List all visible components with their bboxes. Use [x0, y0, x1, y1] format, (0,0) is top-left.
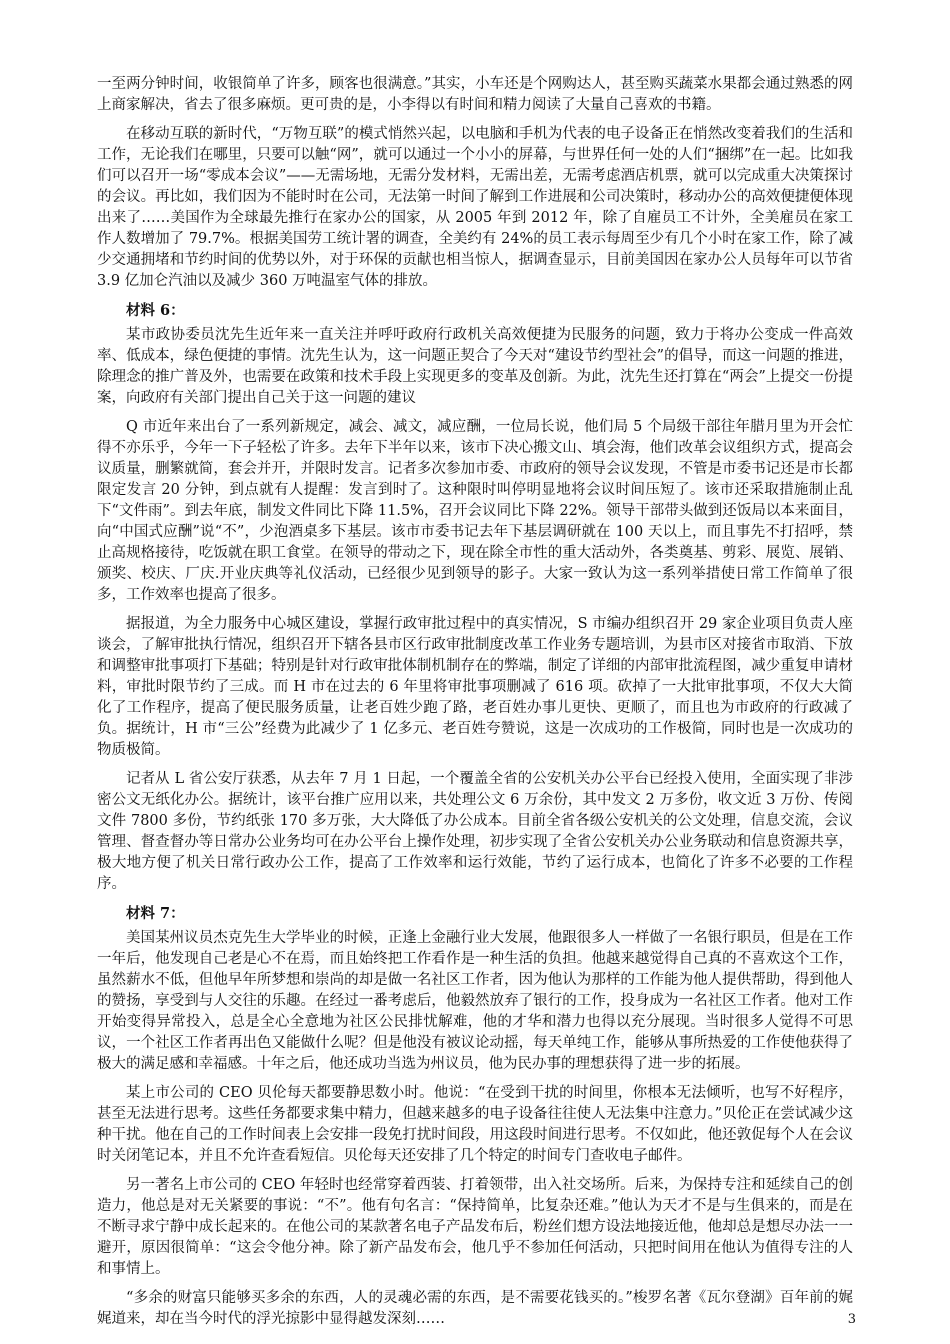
- paragraph-q-city: Q 市近年来出台了一系列新规定，减会、减文，减应酬，一位局长说，他们局 5 个局级干部往年腊月里为开会忙得不亦乐乎，今年一下子轻松了许多。去年下半年以来，该市下决心搬文山、填会海，他们改革会议组织方式，提高会议质量，删繁就简，套会并开，并限时发言。记者多次参加市委、市政府的领导会议发现，不管是市委书记还是市长都限定发言 20 分钟，到点就有人提醒：发言到时了。这种限时叫停明显地将会议时间压短了。该市还采取措施制止乱下“文件雨”。到去年底，制发文件同比下降 11.5%，召开会议同比下降 22%。领导干部带头做到还饭局以本来面目，向“中国式应酬”说“不”，少泡酒桌多下基层。该市市委书记去年下基层调研就在 100 天以上，而且事先不打招呼，禁止高规格接待，吃饭就在职工食堂。在领导的带动之下，现在除全市性的重大活动外，各类奠基、剪彩、展览、展销、颁奖、校庆、厂庆.开业庆典等礼仪活动，已经很少见到领导的影子。大家一致认为这一系列举措使日常工作简单了很多，工作效率也提高了很多。: [97, 419, 853, 603]
- paragraph-s-city-approval: 据报道，为全力服务中心城区建设，掌握行政审批过程中的真实情况，S 市编办组织召开 29 家企业项目负责人座谈会，了解审批执行情况，组织召开下辖各县市区行政审批制度改革工作业务专题培训，为县市区对接省市取消、下放和调整审批事项打下基础；特别是针对行政审批体制机制存在的弊端，制定了详细的内部审批流程图，减少重复申请材料，审批时限节约了三成。而 H 市在过去的 6 年里将审批事项删减了 616 项。砍掉了一大批审批事项，不仅大大简化了工作程序，提高了便民服务质量，让老百姓少跑了路，老百姓办事儿更快、更顺了，而且也为市政府的行政减了负。据统计，H 市“三公”经费为此减少了 1 亿多元、老百姓夸赞说，这是一次成功的工作极简，同时也是一次成功的物质极简。: [97, 616, 853, 758]
- material-7-heading: 材料 7：: [126, 905, 185, 922]
- page-number: 3: [847, 1312, 856, 1327]
- paragraph-l-province-police: 记者从 L 省公安厅获悉，从去年 7 月 1 日起，一个覆盖全省的公安机关办公平台已经投入使用，全面实现了非涉密公文无纸化办公。据统计，该平台推广应用以来，共处理公文 6 万余份，其中发文 2 万多份，收文近 3 万份、传阅文件 7800 多份，节约纸张 170 多万张，大大降低了办公成本。目前全省各级公安机关的公文处理，信息交流，会议管理、督查督办等日常办公业务均可在办公平台上操作处理，初步实现了全省公安机关办公业务联动和信息资源共享，极大地方便了机关日常行政办公工作，提高了工作效率和运行效能，节约了运行成本，也简化了许多不必要的工作程序。: [97, 771, 853, 892]
- paragraph-another-ceo: 另一著名上市公司的 CEO 年轻时也经常穿着西装、打着领带，出入社交场所。后来，为保持专注和延续自己的创造力，他总是对无关紧要的事说：“不”。他有句名言：“保持简单，比复杂还难。”他认为天才不是与生俱来的，而是在不断寻求宁静中成长起来的。在他公司的某款著名电子产品发布后，粉丝们想方设法地接近他，他却总是想尽办法一一避开，原因很简单：“这会令他分神。除了新产品发布会，他几乎不参加任何活动，只把时间用在他认为值得专注的人和事情上。: [97, 1177, 853, 1277]
- paragraph-mobile-internet: 在移动互联的新时代，“万物互联”的模式悄然兴起，以电脑和手机为代表的电子设备正在悄然改变着我们的生活和工作，无论我们在哪里，只要可以触“网”，就可以通过一个小小的屏幕，与世界任何一处的人们“捆绑”在一起。比如我们可以召开一场“零成本会议”——无需场地，无需分发材料，无需出差，无需考虑酒店机票，就可以完成重大决策探讨的会议。再比如，我们因为不能时时在公司，无法第一时间了解到工作进展和公司决策时，移动办公的高效便捷便体现出来了……美国作为全球最先推行在家办公的国家，从 2005 年到 2012 年，除了自雇员工不计外，全美雇员在家工作人数增加了 79.7%。根据美国劳工统计署的调查，全美约有 24%的员工表示每周至少有几个小时在家工作，除了减少交通拥堵和节约时间的优势以外，对于环保的贡献也相当惊人，据调查显示，目前美国因在家办公人员每年可以节省 3.9 亿加仑汽油以及减少 360 万吨温室气体的排放。: [97, 126, 853, 289]
- material-6-heading: 材料 6：: [126, 302, 185, 319]
- paragraph-continuation: 一至两分钟时间，收银简单了许多，顾客也很满意。”其实，小车还是个网购达人，甚至购买蔬菜水果都会通过熟悉的网上商家解决，省去了很多麻烦。更可贵的是，小李得以有时间和精力阅读了大量自己喜欢的书籍。: [97, 76, 853, 113]
- paragraph-ceo-belun: 某上市公司的 CEO 贝伦每天都要静思数小时。他说：“在受到干扰的时间里，你根本无法倾听，也写不好程序，甚至无法进行思考。这些任务都要求集中精力，但越来越多的电子设备往往使人无法集中注意力。”贝伦正在尝试减少这种干扰。他在自己的工作时间表上会安排一段免打扰时间段，用这段时间进行思考。不仅如此，他还敦促每个人在会议时关闭笔记本，并且不允许查看短信。贝伦每天还安排了几个特定的时间专门查收电子邮件。: [97, 1085, 853, 1164]
- document-body: [97, 74, 853, 1338]
- paragraph-thoreau-quote: “多余的财富只能够买多余的东西，人的灵魂必需的东西，是不需要花钱买的。”梭罗名著《瓦尔登湖》百年前的娓娓道来，却在当今时代的浮光掠影中显得越发深刻……: [97, 1290, 853, 1327]
- paragraph-shen-proposal: 某市政协委员沈先生近年来一直关注并呼吁政府行政机关高效便捷为民服务的问题，致力于将办公变成一件高效率、低成本，绿色便捷的事情。沈先生认为，这一问题正契合了今天对“建设节约型社会”的倡导，而这一问题的推进，除理念的推广普及外，也需要在政策和技术手段上实现更多的变革及创新。为此，沈先生还打算在“两会”上提交一份提案，向政府有关部门提出自己关于这一问题的建议: [97, 327, 853, 406]
- paragraph-jack-senator: 美国某州议员杰克先生大学毕业的时候，正逢上金融行业大发展，他跟很多人一样做了一名银行职员，但是在工作一年后，他发现自己老是心不在焉，而且始终把工作看作是一种生活的负担。他越来越觉得自己真的不喜欢这个工作，虽然薪水不低，但他早年所梦想和崇尚的却是做一名社区工作者，因为他认为那样的工作能为他人提供帮助，得到他人的赞扬，享受到与人交往的乐趣。在经过一番考虑后，他毅然放弃了银行的工作，投身成为一名社区工作者。他对工作开始变得异常投入，总是全心全意地为社区公民排忧解难，他的才华和潜力也得以充分展现。当时很多人觉得不可思议，一个社区工作者再出色又能做什么呢？但是他没有被议论动摇，每天单纯工作，能够从事所热爱的工作使他获得了极大的满足感和幸福感。十年之后，他还成功当选为州议员，他为民办事的理想获得了进一步的拓展。: [97, 930, 853, 1072]
